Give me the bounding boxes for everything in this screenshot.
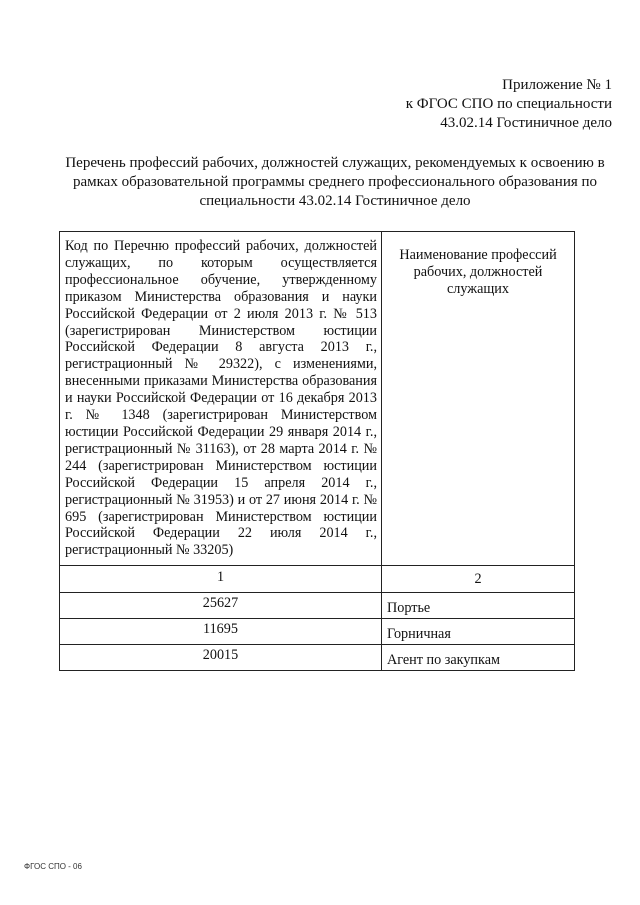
table-header-row <box>60 232 575 566</box>
column-number-1: 1 <box>60 566 382 593</box>
professions-table <box>59 231 575 671</box>
profession-code-cell: 20015 <box>60 645 382 671</box>
header-code-cell: Код по Перечню профессий рабочих, должностей служащих, по которым осуществляется профессиональное обучение, утвержденному приказом Министерства образования и науки Российской Федерации от 2 июля 2013 г. № 513 (зарегистрирован Министерством юстиции Российской Федерации 8 августа 2013 г., регистрационный № 29322), с изменениями, внесенными приказами Министерства образования и науки Российской Федерации от 16 декабря 2013 г. № 1348 (зарегистрирован Министерством юстиции Российской Федерации 29 января 2014 г., регистрационный № 31163), от 28 марта 2014 г. № 244 (зарегистрирован Министерством юстиции Российской Федерации 15 апреля 2014 г., регистрационный № 31953) и от 27 июня 2014 г. № 695 (зарегистрирован Министерством юстиции Российской Федерации 22 июля 2014 г., регистрационный № 33205) <box>60 232 382 566</box>
table-row <box>60 619 575 645</box>
header-name-cell: Наименование профессий рабочих, должностей служащих <box>382 232 575 566</box>
column-number-2: 2 <box>382 566 575 593</box>
appendix-header <box>406 76 612 133</box>
profession-code-cell: 11695 <box>60 619 382 645</box>
profession-name-cell: Горничная <box>382 619 575 645</box>
appendix-line-number: Приложение № 1 <box>502 77 612 93</box>
column-number-row <box>60 566 575 593</box>
document-title: Перечень профессий рабочих, должностей служащих, рекомендуемых к освоению в рамках образовательной программы среднего профессионального образования по специальности 43.02.14 Гостиничное дело <box>65 155 605 209</box>
appendix-line-specialty: 43.02.14 Гостиничное дело <box>440 115 612 131</box>
table-row <box>60 593 575 619</box>
profession-name-cell: Портье <box>382 593 575 619</box>
appendix-line-standard: к ФГОС СПО по специальности <box>405 96 612 112</box>
profession-name-cell: Агент по закупкам <box>382 645 575 671</box>
profession-code-cell: 25627 <box>60 593 382 619</box>
table-row <box>60 645 575 671</box>
page-footer-mark: ФГОС СПО - 06 <box>24 862 82 871</box>
